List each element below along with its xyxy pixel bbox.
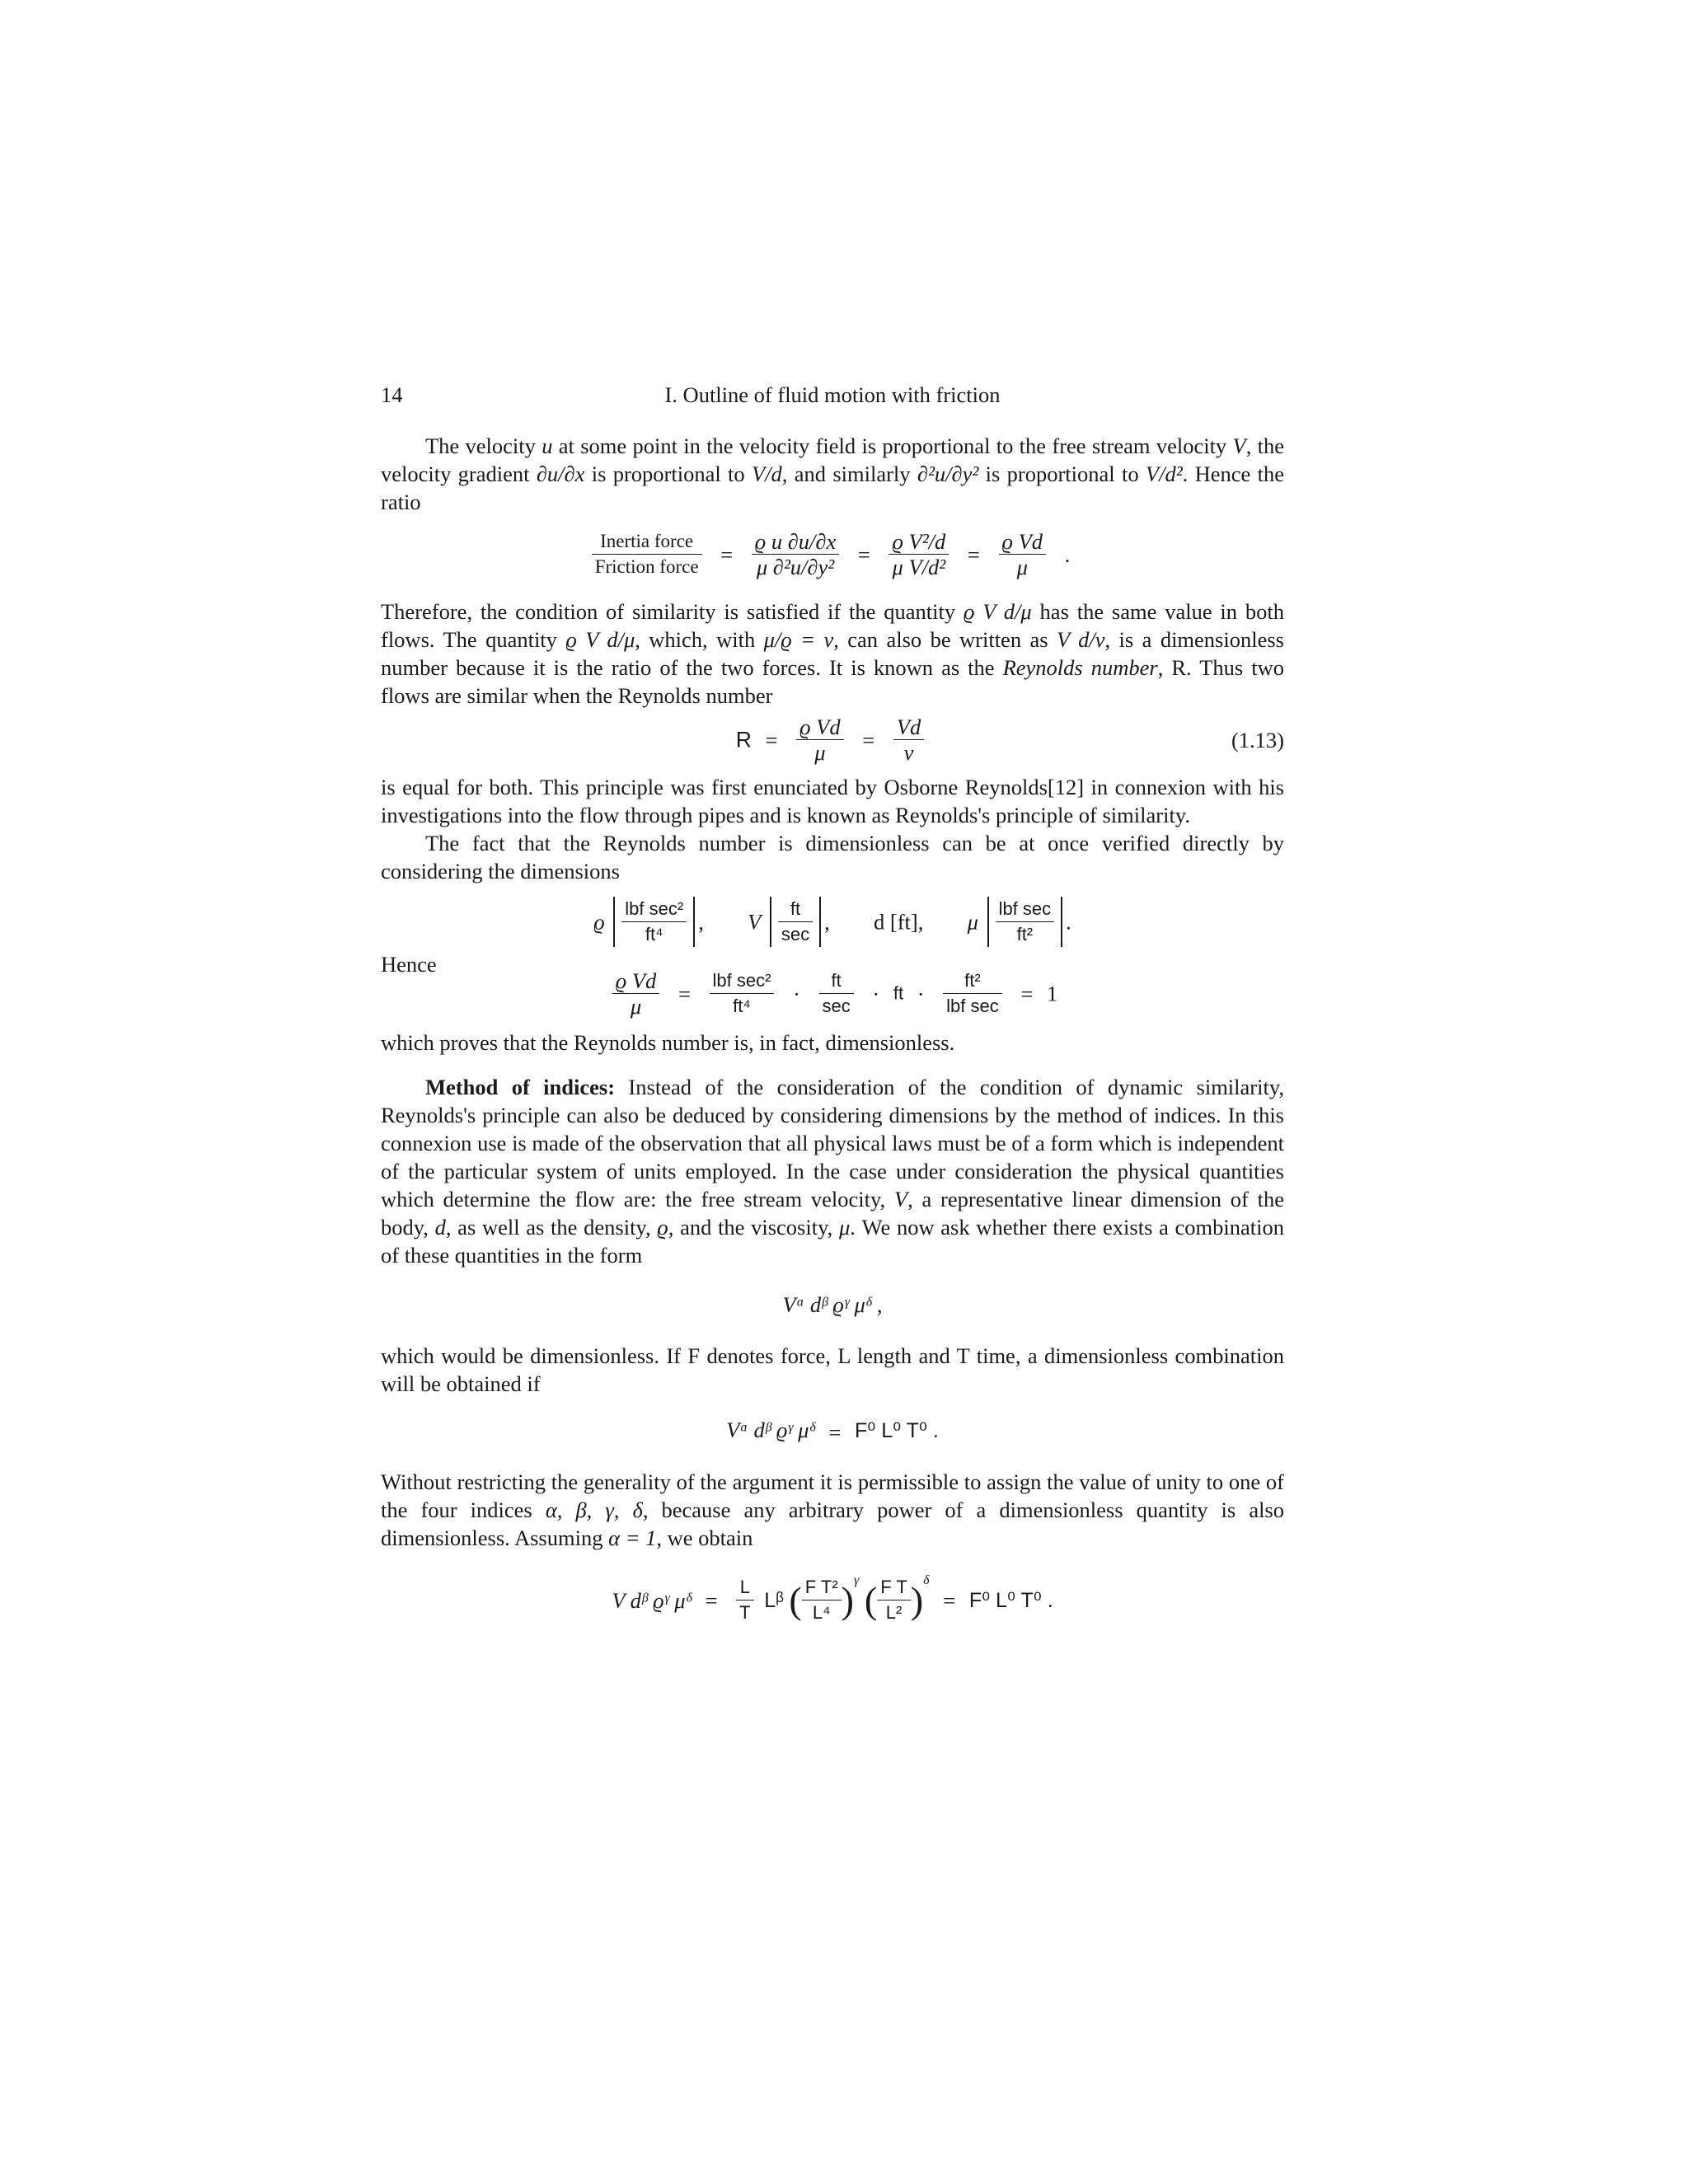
page-number: 14 [381, 382, 403, 407]
equation-combination: Vᵅ dᵝ ϱᵞ μᵟ , [782, 1292, 883, 1317]
equation-number: (1.13) [1231, 727, 1284, 752]
paragraph-f-l-t: which would be dimensionless. If F denotes force, L length and T time, a dimensionless combination will be obtained if [381, 1343, 1284, 1396]
equation-dimensionless-condition: Vᵅ dᵝ ϱᵞ μᵟ = F⁰ L⁰ T⁰ . [726, 1418, 939, 1445]
equation-final: V dᵝ ϱᵞ μᵟ = $\frac{L}{T}$ Lᵝ ( $\frac{\text{F T²}}{\text{L⁴}}$ )$^\gamma$ ( $\frac{\text{F T}}{\text{L²}}$ )$^\delta$ = F⁰ L⁰ T⁰ . [612, 1572, 1053, 1624]
paragraph-method-of-indices: Method of indices: Instead of the consideration of the condition of dynamic similarity, Reynolds's principle can also be deduced by considering dimensions by the method of indices. In this connexion use is made of the observation that all physical laws must be of a form which is independent of the particular system of units employed. In the case under consideration the physical quantities which determine the flow are: the free stream velocity, V, a representative linear dimension of the body, d, as well as the density, ϱ, and the viscosity, μ. We now ask whether there exists a combination of these quantities in the form [381, 1075, 1285, 1268]
hence-block [381, 950, 1284, 1019]
equation-dimensions: ϱ $\frac{\text{lbf sec²}}{\text{ft⁴}}$ , V $\frac{ft}{\sec}$ , d [ft], μ $\frac{\text{lbf sec}}{\text{ft²}}$ . [381, 897, 1284, 947]
equation-1-13: R = $\frac{\text{ϱ Vd}}{\mu}$ = $\frac{Vd}{\nu}$ (1.13) [735, 715, 1284, 765]
paragraph-proves-dimensionless: which proves that the Reynolds number is, in fact, dimensionless. [381, 1030, 955, 1055]
running-header [381, 381, 1284, 409]
method-of-indices-heading: Method of indices: [425, 1075, 616, 1099]
running-head-title: I. Outline of fluid motion with friction [664, 382, 1001, 407]
hence-label: Hence [381, 952, 437, 977]
paragraph-dimension-check: The fact that the Reynolds number is dimensionless can be at once verified directly by considering the dimensions [381, 831, 1284, 883]
page-body [381, 381, 1284, 1625]
paragraph-assign-unity: Without restricting the generality of the argument it is permissible to assign the value of unity to one of the four indices α, β, γ, δ, because any arbitrary power of a dimensionless quantity is also dimensionless. Assuming α = 1, we obtain [381, 1469, 1284, 1550]
equation-force-ratio: $\frac{\text{Inertia force}}{\text{Friction force}}$ = $\frac{\text{ϱ u ∂u/∂x}}{\text{μ ∂²u/∂y²}}$ = $\frac{\text{ϱ V²/d}}{\text{μ V/d²}}$ = $\frac{\text{ϱ Vd}}{\mu}$ . [381, 529, 1284, 579]
equation-hence: $\frac{\text{ϱ Vd}}{\mu}$ = $\frac{\text{lbf sec²}}{\text{ft⁴}}$ · $\frac{ft}{\sec}$ · ft · $\frac{\text{ft²}}{\text{lbf sec}}$ = 1 [381, 950, 1284, 1019]
paragraph-principle-of-similarity: is equal for both. This principle was first enunciated by Osborne Reynolds[12] in connexion with his investigations into the flow through pipes and is known as Reynolds's principle of similarity. [381, 775, 1284, 827]
paragraph-reynolds-number: Therefore, the condition of similarity is satisfied if the quantity ϱ V d/μ has the same value in both flows. The quantity ϱ V d/μ, which, with μ/ϱ = ν, can also be written as V d/ν, is a dimensionless number because it is the ratio of the two forces. It is known as the Reynolds number, R. Thus two flows are similar when the Reynolds number [381, 599, 1284, 708]
paragraph-velocity-proportional: The velocity u at some point in the velocity field is proportional to the free stream velocity V, the velocity gradient ∂u/∂x is proportional to V/d, and similarly ∂²u/∂y² is proportional to V/d². Hence the ratio [381, 434, 1285, 514]
